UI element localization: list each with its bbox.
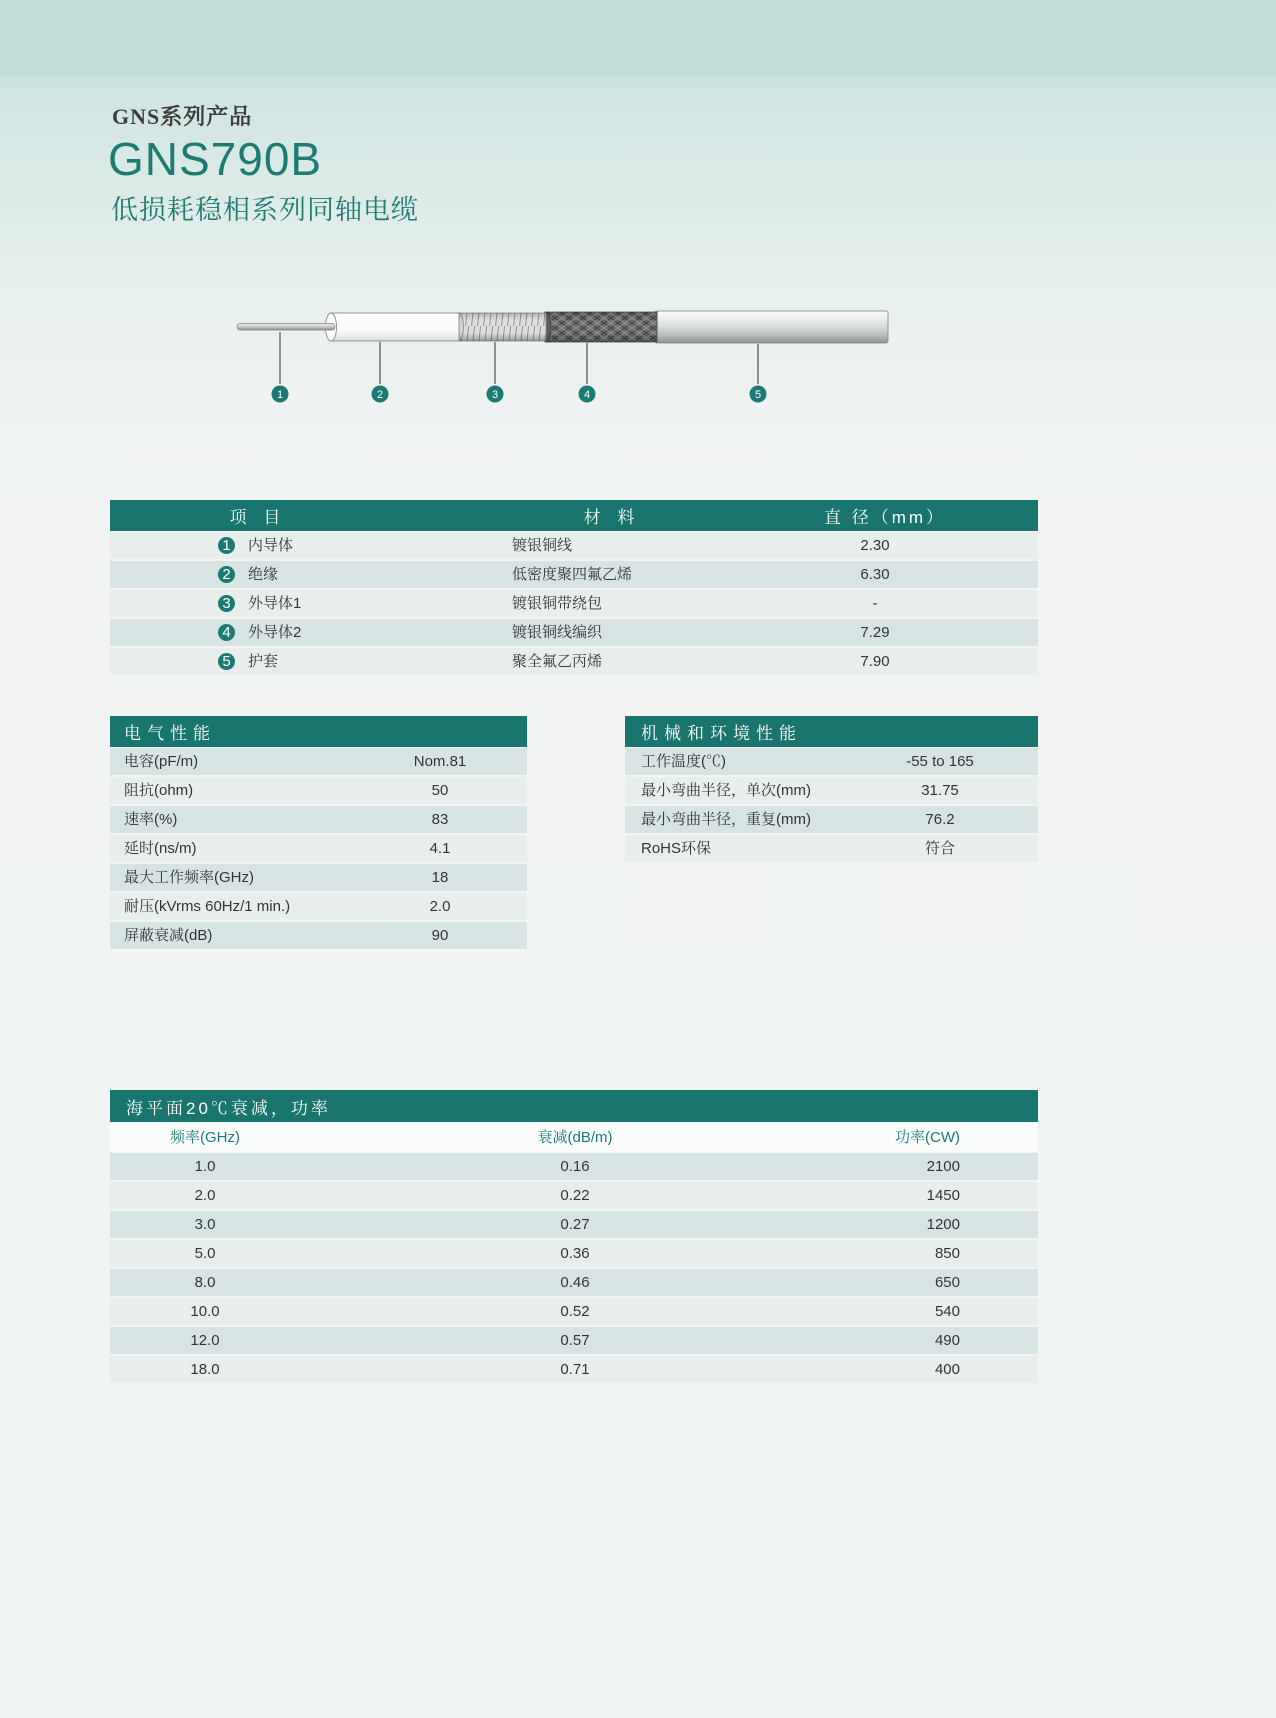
callout-3-badge xyxy=(487,386,504,403)
property-value: 符合 xyxy=(924,840,955,857)
electrical-table-header xyxy=(110,716,527,747)
frequency-cell: 5.0 xyxy=(194,1245,216,1262)
diameter-cell: 2.30 xyxy=(860,537,890,554)
construction-table-header xyxy=(110,500,1038,531)
table-row xyxy=(110,1327,1038,1354)
page-title: GNS790B xyxy=(108,133,323,185)
property-value: 76.2 xyxy=(925,811,955,828)
table-row xyxy=(110,864,527,891)
property-value: 90 xyxy=(431,927,449,944)
electrical-table-title: 电气性能 xyxy=(124,724,216,743)
property-label: 最小弯曲半径，单次(mm) xyxy=(641,782,811,799)
table-row xyxy=(110,1240,1038,1267)
table-row xyxy=(625,777,1038,804)
item-cell: 护套 xyxy=(248,653,279,670)
frequency-cell: 3.0 xyxy=(194,1216,216,1233)
callout-5-badge xyxy=(750,386,767,403)
attenuation-table-header xyxy=(110,1090,1038,1122)
power-cell: 850 xyxy=(934,1245,960,1262)
power-cell: 1450 xyxy=(926,1187,960,1204)
series-label: GNS系列产品 xyxy=(112,104,253,129)
table-row xyxy=(110,748,527,775)
attenuation-cell: 0.71 xyxy=(560,1361,590,1378)
property-label: 阻抗(ohm) xyxy=(124,782,194,799)
power-cell: 490 xyxy=(934,1332,960,1349)
property-label: 最小弯曲半径，重复(mm) xyxy=(641,811,811,828)
svg-text:1: 1 xyxy=(276,388,284,401)
power-cell: 400 xyxy=(934,1361,960,1378)
col-header-power: 功率(CW) xyxy=(895,1129,960,1146)
diameter-cell: - xyxy=(872,595,878,612)
attenuation-cell: 0.57 xyxy=(560,1332,590,1349)
frequency-cell: 18.0 xyxy=(190,1361,220,1378)
svg-text:4: 4 xyxy=(583,388,591,401)
property-value: 83 xyxy=(431,811,449,828)
frequency-cell: 10.0 xyxy=(190,1303,220,1320)
property-value: 31.75 xyxy=(921,782,959,799)
item-cell: 外导体2 xyxy=(248,624,302,641)
table-row xyxy=(110,1269,1038,1296)
frequency-cell: 1.0 xyxy=(194,1158,216,1175)
callout-1-badge xyxy=(272,386,289,403)
property-value: Nom.81 xyxy=(413,753,467,770)
material-cell: 镀银铜线 xyxy=(512,537,573,554)
row-number-badge: 1 xyxy=(218,537,235,554)
svg-text:5: 5 xyxy=(754,388,762,401)
item-cell: 外导体1 xyxy=(248,595,302,612)
property-label: 延时(ns/m) xyxy=(124,840,197,857)
power-cell: 1200 xyxy=(926,1216,960,1233)
page-subtitle: 低损耗稳相系列同轴电缆 xyxy=(111,195,419,225)
property-label: 速率(%) xyxy=(124,811,178,828)
cable-inner-conductor xyxy=(237,324,335,331)
row-number-badge: 5 xyxy=(218,653,235,670)
table-row xyxy=(110,777,527,804)
attenuation-cell: 0.16 xyxy=(560,1158,590,1175)
svg-text:2: 2 xyxy=(376,388,384,401)
callout-4-badge xyxy=(579,386,596,403)
row-number-badge: 4 xyxy=(218,624,235,641)
cable-braid xyxy=(541,312,657,342)
table-row xyxy=(110,1298,1038,1325)
frequency-cell: 8.0 xyxy=(194,1274,216,1291)
property-label: 耐压(kVrms 60Hz/1 min.) xyxy=(124,898,291,915)
attenuation-cell: 0.52 xyxy=(560,1303,590,1320)
table-row xyxy=(110,922,527,949)
power-cell: 650 xyxy=(934,1274,960,1291)
table-row xyxy=(625,748,1038,775)
col-header-material: 材 料 xyxy=(583,508,641,527)
table-row xyxy=(110,590,1038,617)
property-label: 最大工作频率(GHz) xyxy=(124,869,254,886)
property-value: -55 to 165 xyxy=(906,753,974,770)
row-number-badge: 2 xyxy=(218,566,235,583)
frequency-cell: 12.0 xyxy=(190,1332,220,1349)
attenuation-cell: 0.46 xyxy=(560,1274,590,1291)
item-cell: 内导体 xyxy=(248,537,294,554)
table-row xyxy=(110,1356,1038,1383)
diameter-cell: 7.90 xyxy=(860,653,890,670)
property-value: 2.0 xyxy=(429,898,451,915)
cable-insulation xyxy=(326,313,460,341)
table-row xyxy=(110,532,1038,559)
col-header-attenuation: 衰减(dB/m) xyxy=(537,1129,613,1146)
table-row xyxy=(110,1182,1038,1209)
property-label: 工作温度(℃) xyxy=(641,753,726,770)
callout-badges xyxy=(272,386,767,403)
property-label: 屏蔽衰减(dB) xyxy=(124,927,213,944)
property-value: 50 xyxy=(431,782,449,799)
svg-text:3: 3 xyxy=(491,388,499,401)
attenuation-col-headers xyxy=(110,1123,1038,1152)
col-header-diameter: 直 径（mm） xyxy=(823,508,947,527)
diameter-cell: 6.30 xyxy=(860,566,890,583)
material-cell: 镀银铜带绕包 xyxy=(512,595,603,612)
col-header-item: 项 目 xyxy=(229,508,287,527)
frequency-cell: 2.0 xyxy=(194,1187,216,1204)
callout-2-badge xyxy=(372,386,389,403)
table-row xyxy=(110,835,527,862)
mechanical-table-header xyxy=(625,716,1038,747)
table-row xyxy=(110,561,1038,588)
attenuation-table-title: 海平面20℃衰减，功率 xyxy=(126,1098,331,1118)
table-row xyxy=(110,648,1038,675)
diameter-cell: 7.29 xyxy=(860,624,890,641)
table-row xyxy=(110,1153,1038,1180)
table-row xyxy=(625,835,1038,862)
property-label: RoHS环保 xyxy=(641,840,712,857)
col-header-frequency: 频率(GHz) xyxy=(170,1129,240,1146)
table-row xyxy=(110,619,1038,646)
attenuation-cell: 0.22 xyxy=(560,1187,590,1204)
cable-jacket xyxy=(651,311,888,343)
property-label: 电容(pF/m) xyxy=(124,753,199,770)
row-number-badge: 3 xyxy=(218,595,235,612)
cable-diagram xyxy=(170,298,910,410)
material-cell: 镀银铜线编织 xyxy=(512,624,603,641)
property-value: 18 xyxy=(431,869,449,886)
attenuation-cell: 0.27 xyxy=(560,1216,590,1233)
table-row xyxy=(110,893,527,920)
material-cell: 聚全氟乙丙烯 xyxy=(512,653,603,670)
item-cell: 绝缘 xyxy=(248,566,279,583)
property-value: 4.1 xyxy=(429,840,451,857)
table-row xyxy=(625,806,1038,833)
table-row xyxy=(110,806,527,833)
material-cell: 低密度聚四氟乙烯 xyxy=(512,566,633,583)
cable-tape-wrap xyxy=(455,313,547,341)
power-cell: 540 xyxy=(934,1303,960,1320)
power-cell: 2100 xyxy=(926,1158,960,1175)
table-row xyxy=(110,1211,1038,1238)
attenuation-cell: 0.36 xyxy=(560,1245,590,1262)
mechanical-table-title: 机械和环境性能 xyxy=(641,724,802,743)
